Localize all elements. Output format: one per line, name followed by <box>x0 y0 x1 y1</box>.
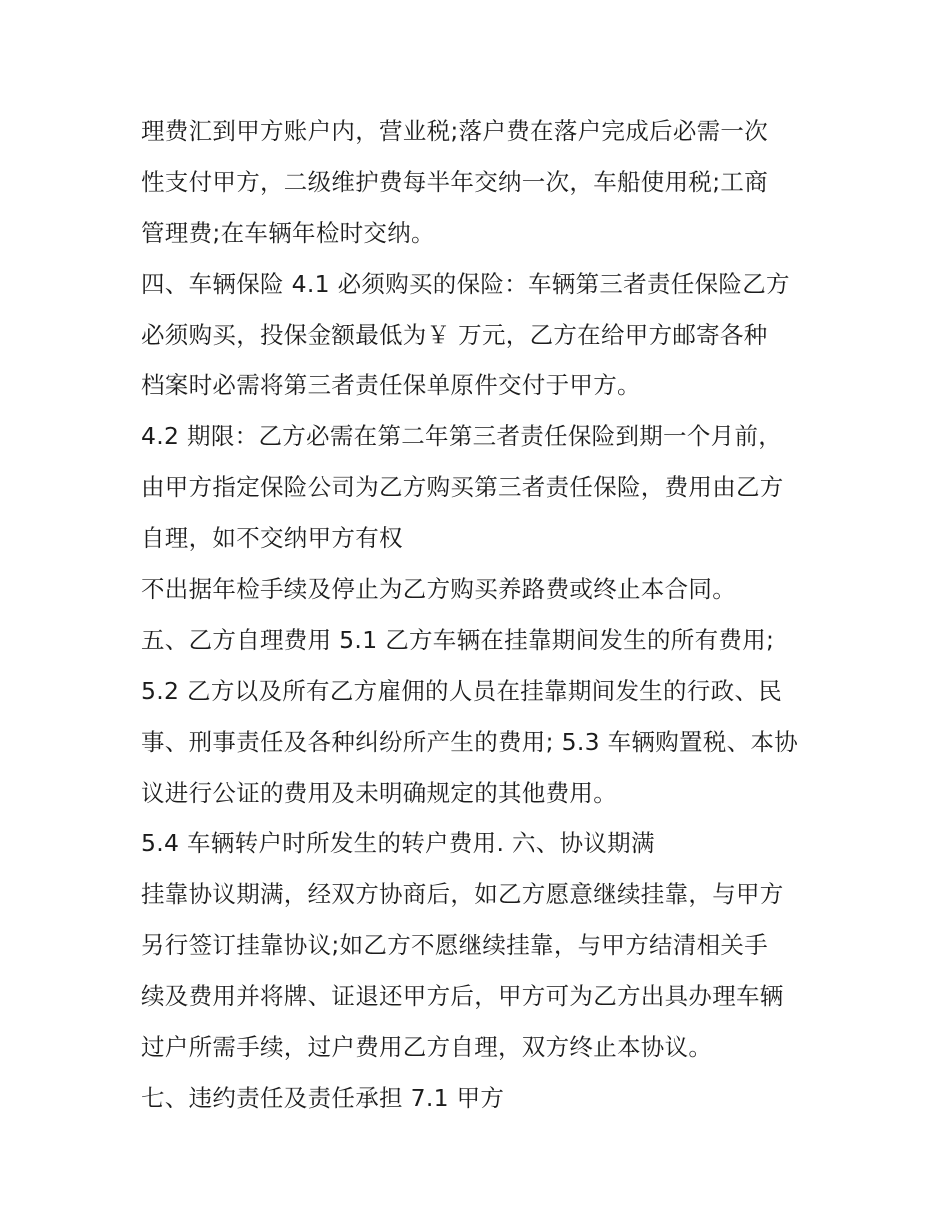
text-line: 自理，如不交纳甲方有权 <box>141 524 403 553</box>
text-line: 事、刑事责任及各种纠纷所产生的费用; 5.3 车辆购置税、本协 <box>141 727 799 756</box>
text-line: 管理费;在车辆年检时交纳。 <box>141 218 435 247</box>
text-line: 续及费用并将牌、证退还甲方后，甲方可为乙方出具办理车辆 <box>141 982 784 1011</box>
clause-5-4-line: 5.4 车辆转户时所发生的转户费用. 六、协议期满 <box>141 829 655 858</box>
text-line: 必须购买，投保金额最低为￥ 万元，乙方在给甲方邮寄各种 <box>141 320 768 349</box>
text-line: 性支付甲方，二级维护费每半年交纳一次，车船使用税;工商 <box>141 167 769 196</box>
text-line: 由甲方指定保险公司为乙方购买第三者责任保险，费用由乙方 <box>141 473 784 502</box>
clause-5-2-line: 5.2 乙方以及所有乙方雇佣的人员在挂靠期间发生的行政、民 <box>141 676 783 705</box>
text-line: 档案时必需将第三者责任保单原件交付于甲方。 <box>141 371 641 400</box>
clause-4-2-line: 4.2 期限：乙方必需在第二年第三者责任保险到期一个月前， <box>141 422 783 451</box>
section-heading-vehicle-insurance: 四、车辆保险 4.1 必须购买的保险：车辆第三者责任保险乙方 <box>141 269 790 298</box>
text-line: 挂靠协议期满，经双方协商后，如乙方愿意继续挂靠，与甲方 <box>141 880 784 909</box>
text-line: 另行签订挂靠协议;如乙方不愿继续挂靠，与甲方结清相关手 <box>141 931 769 960</box>
text-line: 理费汇到甲方账户内，营业税;落户费在落户完成后必需一次 <box>141 117 769 145</box>
section-heading-breach-liability: 七、违约责任及责任承担 7.1 甲方 <box>141 1083 505 1112</box>
text-line: 议进行公证的费用及未明确规定的其他费用。 <box>141 778 617 807</box>
document-body <box>141 106 821 1124</box>
section-heading-self-paid-fees: 五、乙方自理费用 5.1 乙方车辆在挂靠期间发生的所有费用; <box>141 625 775 654</box>
text-line: 过户所需手续，过户费用乙方自理，双方终止本协议。 <box>141 1033 713 1062</box>
text-line: 不出据年检手续及停止为乙方购买养路费或终止本合同。 <box>141 575 736 604</box>
